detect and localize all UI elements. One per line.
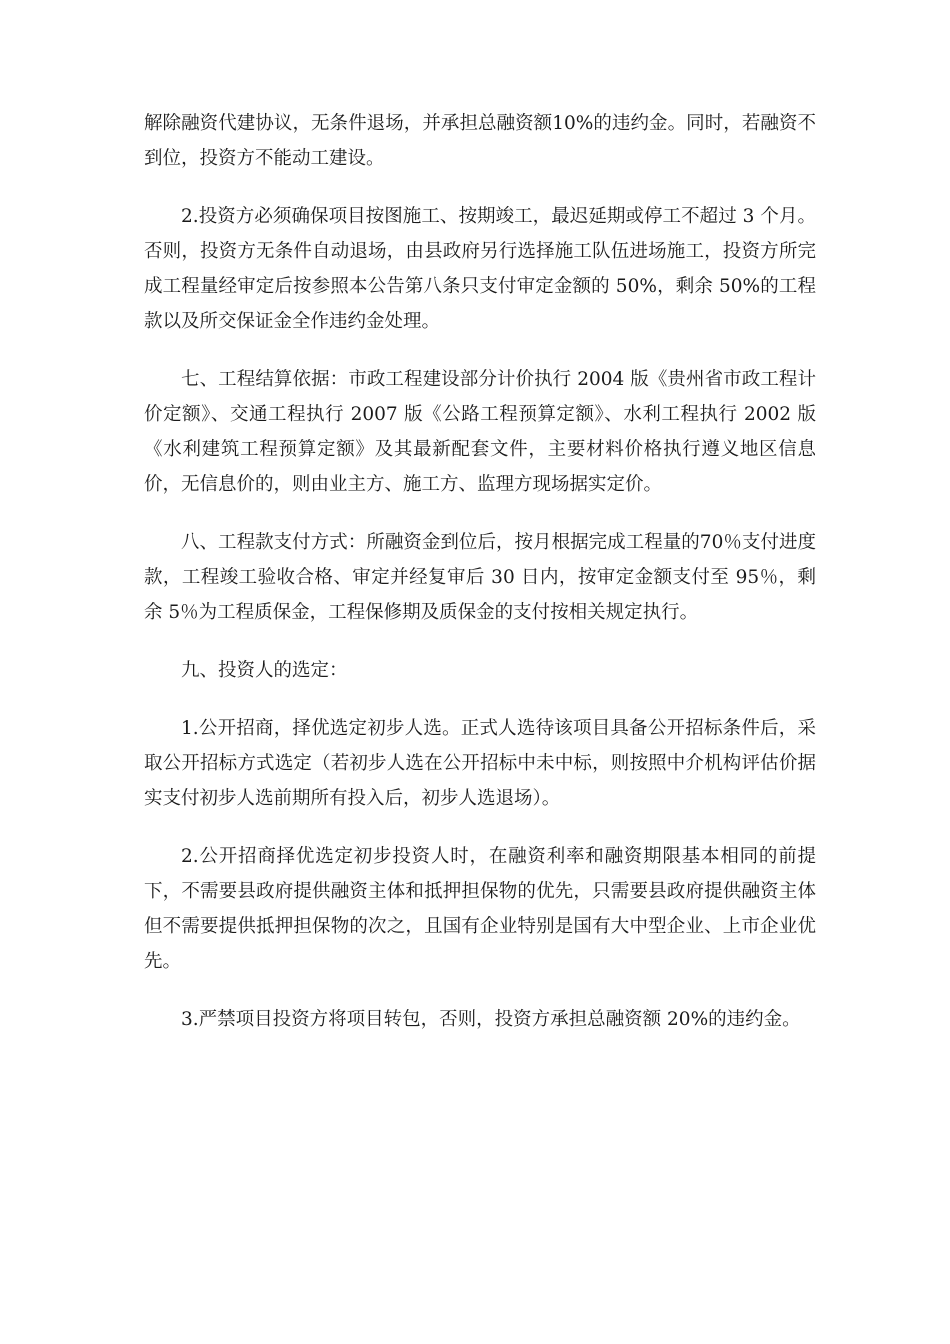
paragraph-item-3-subcontract: 3.严禁项目投资方将项目转包，否则，投资方承担总融资额 20%的违约金。 bbox=[181, 1009, 801, 1030]
paragraph-continuation: 解除融资代建协议，无条件退场，并承担总融资额10%的违约金。同时，若融资不到位，投资方不能动工建设。 bbox=[144, 113, 816, 169]
paragraph-section-9-heading: 九、投资人的选定： bbox=[181, 660, 348, 681]
paragraph-item-2-schedule: 2.投资方必须确保项目按图施工、按期竣工，最迟延期或停工不超过 3 个月。否则，投资方无条件自动退场，由县政府另行选择施工队伍进场施工，投资方所完成工程量经审定后按参照本公告第八条只支付审定金额的 50%，剩余 50%的工程款以及所交保证金全作违约金处理。 bbox=[144, 206, 816, 332]
paragraph-section-8-payment: 八、工程款支付方式：所融资金到位后，按月根据完成工程量的70％支付进度款，工程竣工验收合格、审定并经复审后 30 日内，按审定金额支付至 95％，剩余 5％为工程质保金，工程保修期及质保金的支付按相关规定执行。 bbox=[144, 532, 816, 623]
paragraph-section-7-settlement: 七、工程结算依据：市政工程建设部分计价执行 2004 版《贵州省市政工程计价定额》、交通工程执行 2007 版《公路工程预算定额》、水利工程执行 2002 版《水利建筑工程预算定额》及其最新配套文件，主要材料价格执行遵义地区信息价，无信息价的，则由业主方、施工方、监理方现场据实定价。 bbox=[144, 369, 816, 495]
paragraph-item-1-selection: 1.公开招商，择优选定初步人选。正式人选待该项目具备公开招标条件后，采取公开招标方式选定（若初步人选在公开招标中未中标，则按照中介机构评估价据实支付初步人选前期所有投入后，初步人选退场）。 bbox=[144, 718, 816, 809]
document-body bbox=[144, 106, 816, 1060]
paragraph-item-2-priority: 2.公开招商择优选定初步投资人时，在融资利率和融资期限基本相同的前提下，不需要县政府提供融资主体和抵押担保物的优先，只需要县政府提供融资主体但不需要提供抵押担保物的次之，且国有企业特别是国有大中型企业、上市企业优先。 bbox=[144, 846, 816, 972]
